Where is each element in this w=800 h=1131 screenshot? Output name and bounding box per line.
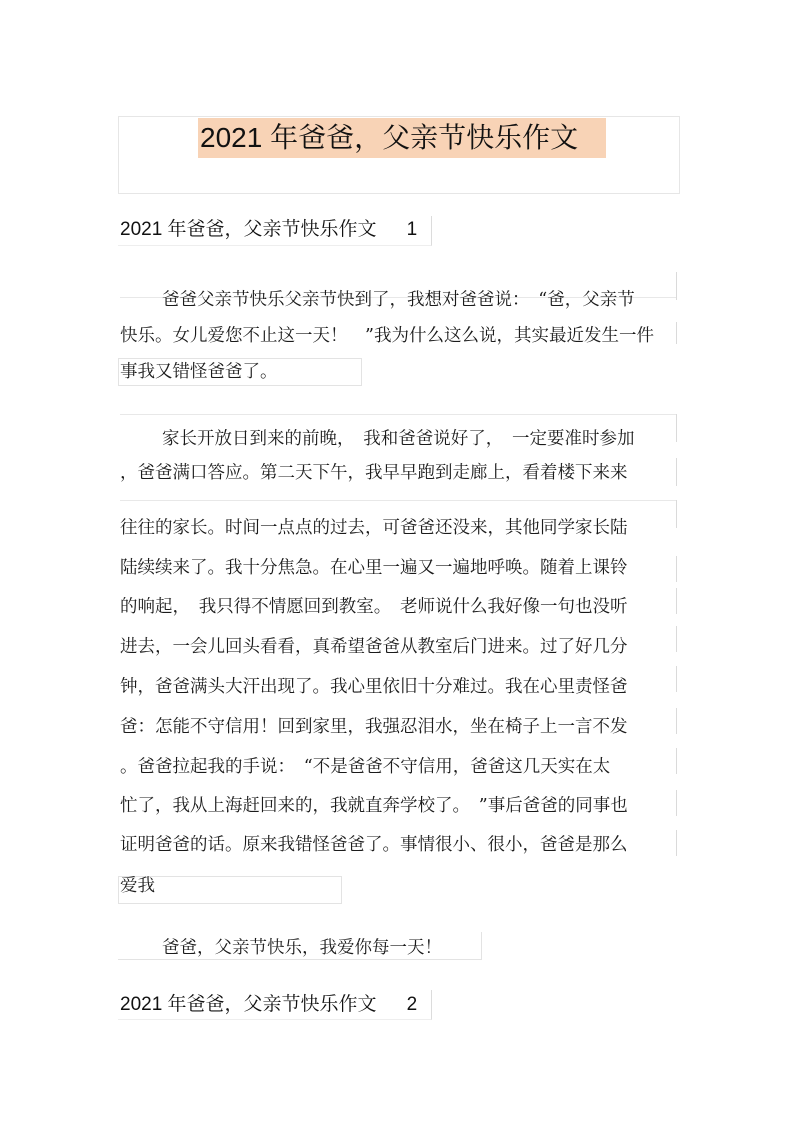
paragraph-2-line-1: 家长开放日到来的前晚， 我和爸爸说好了， 一定要准时参加 xyxy=(162,429,635,449)
section-1-heading-text: 2021 年爸爸，父亲节快乐作文 xyxy=(120,219,377,240)
paragraph-3-line-1: 爸爸，父亲节快乐，我爱你每一天！ xyxy=(162,938,442,958)
paragraph-2-line-4: 陆续续来了。我十分焦急。在心里一遍又一遍地呼唤。随着上课铃 xyxy=(120,558,628,578)
paragraph-2-line-5: 的响起， 我只得不情愿回到教室。 老师说什么我好像一句也没听 xyxy=(120,597,628,617)
paragraph-1-line-3: 事我又错怪爸爸了。 xyxy=(120,362,278,382)
section-2-heading xyxy=(120,991,417,1019)
paragraph-2-line-10: 忙了，我从上海赶回来的，我就直奔学校了。 ”事后爸爸的同事也 xyxy=(120,796,628,816)
paragraph-2-line-8: 爸：怎能不守信用！回到家里，我强忍泪水，坐在椅子上一言不发 xyxy=(120,717,628,737)
section-2-number: 2 xyxy=(406,994,418,1015)
section-1-heading xyxy=(120,216,417,244)
paragraph-1-line-2: 快乐。女儿爱您不止这一天！ ”我为什么这么说，其实最近发生一件 xyxy=(120,326,654,346)
paragraph-2-line-9: 。爸爸拉起我的手说： “不是爸爸不守信用，爸爸这几天实在太 xyxy=(120,757,611,777)
paragraph-2-line-11: 证明爸爸的话。原来我错怪爸爸了。事情很小、很小，爸爸是那么 xyxy=(120,835,628,855)
paragraph-2-line-3: 往往的家长。时间一点点的过去，可爸爸还没来，其他同学家长陆 xyxy=(120,518,628,538)
scan-rule xyxy=(120,414,676,415)
document-title: 2021 年爸爸，父亲节快乐作文 xyxy=(198,118,606,158)
section-1-number: 1 xyxy=(406,219,418,240)
paragraph-2-line-7: 钟，爸爸满头大汗出现了。我心里依旧十分难过。我在心里责怪爸 xyxy=(120,677,628,697)
section-2-heading-text: 2021 年爸爸，父亲节快乐作文 xyxy=(120,994,377,1015)
paragraph-2-line-2: ，爸爸满口答应。第二天下午，我早早跑到走廊上，看着楼下来来 xyxy=(120,463,628,483)
paragraph-1-line-1: 爸爸父亲节快乐父亲节快到了，我想对爸爸说： “爸，父亲节 xyxy=(162,290,635,310)
paragraph-2-line-12: 爱我 xyxy=(120,876,155,896)
paragraph-2-line-6: 进去，一会儿回头看看，真希望爸爸从教室后门进来。过了好几分 xyxy=(120,637,628,657)
scan-rule xyxy=(120,500,676,501)
